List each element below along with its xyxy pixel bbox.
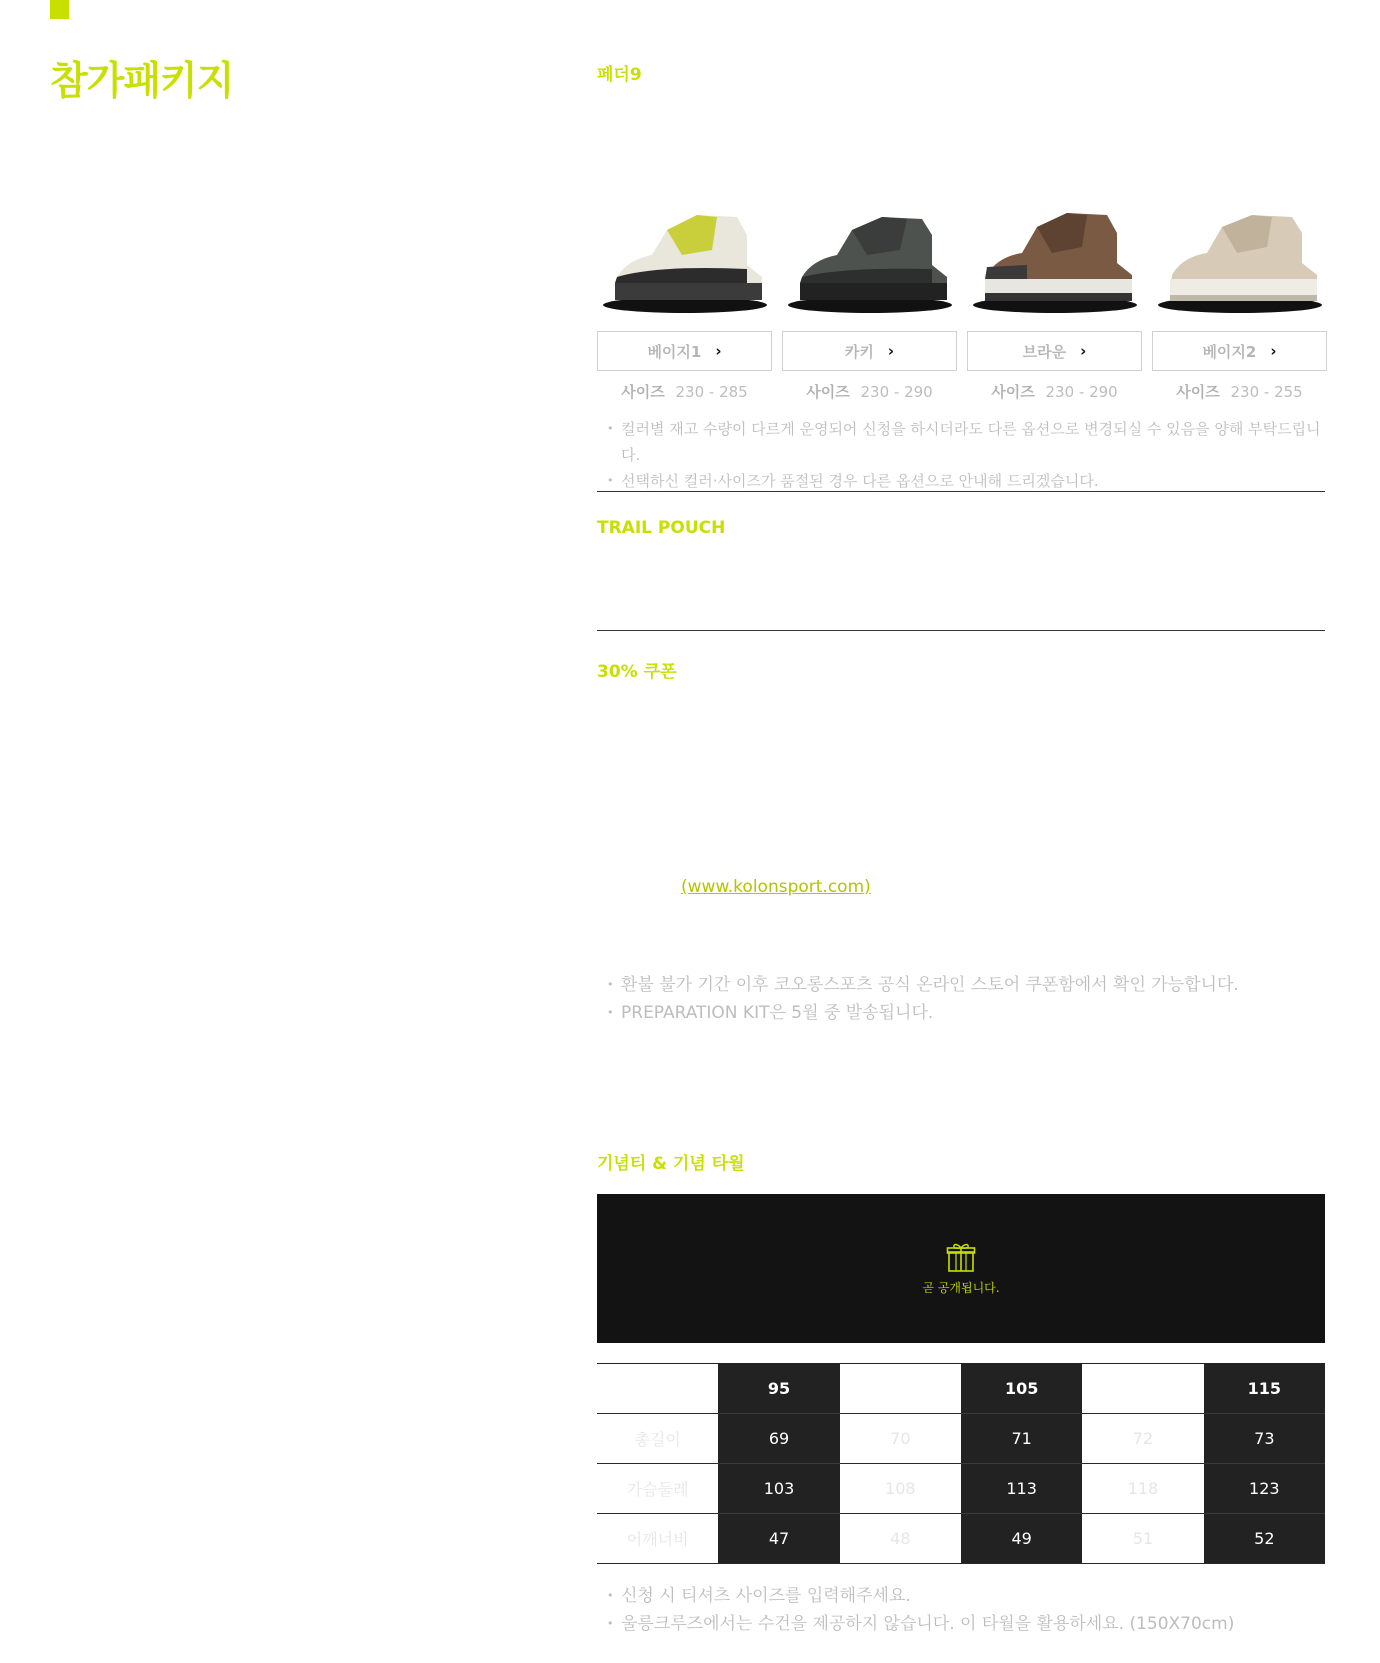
table-row [597, 1464, 1325, 1514]
table-header-cell [597, 1364, 718, 1414]
list-item: • PREPARATION KIT은 5월 중 발송됩니다. [607, 999, 1239, 1027]
table-cell: 72 [1082, 1414, 1203, 1464]
chevron-right-icon: › [887, 342, 895, 360]
tee-section-title: 기념티 & 기념 타월 [597, 1154, 745, 1174]
chevron-right-icon: › [1080, 342, 1087, 360]
size-range-beige1 [597, 381, 772, 402]
table-cell: 70 [840, 1414, 961, 1464]
color-option-beige1-button[interactable] [597, 331, 772, 371]
table-cell: 71 [961, 1414, 1082, 1464]
table-header-cell: 115 [1204, 1364, 1325, 1414]
color-option-label: 베이지1 [647, 342, 702, 361]
coupon-notes [607, 971, 1239, 1027]
list-item: • 선택하신 컬러·사이즈가 품절된 경우 다른 옵션으로 안내해 드리겠습니다. [607, 468, 1325, 494]
color-option-beige2-button[interactable] [1152, 331, 1327, 371]
size-range-khaki [782, 381, 957, 402]
size-label: 사이즈 [1176, 383, 1220, 401]
chevron-right-icon: › [715, 342, 722, 360]
table-cell: 47 [718, 1514, 839, 1564]
table-header-cell: 105 [961, 1364, 1082, 1414]
table-row [597, 1414, 1325, 1464]
table-cell: 108 [840, 1464, 961, 1514]
table-cell: 73 [1204, 1414, 1325, 1464]
shoe-image-khaki [782, 205, 957, 315]
list-item: • 컬러별 재고 수량이 다르게 운영되어 신청을 하시더라도 다른 옵션으로 변경되실 수 있음을 양해 부탁드립니다. [607, 416, 1325, 468]
section-divider [597, 630, 1325, 631]
color-option-label: 브라운 [1022, 342, 1067, 361]
table-cell: 52 [1204, 1514, 1325, 1564]
coupon-section-title: 30% 쿠폰 [597, 662, 677, 682]
list-item: • 신청 시 티셔츠 사이즈를 입력해주세요. [607, 1582, 1234, 1610]
table-cell: 113 [961, 1464, 1082, 1514]
table-header-row [597, 1364, 1325, 1414]
accent-bar [50, 0, 69, 19]
shoes-section-title: 페더9 [597, 65, 642, 85]
size-label: 사이즈 [621, 383, 665, 401]
hiking-boot-icon [597, 205, 772, 315]
shoe-card-beige2 [1152, 205, 1327, 402]
table-cell: 51 [1082, 1514, 1203, 1564]
size-range-value: 230 - 255 [1230, 383, 1303, 401]
tee-notes [607, 1582, 1234, 1638]
color-option-label: 카키 [844, 342, 874, 361]
shoe-grid [597, 205, 1325, 402]
size-range-value: 230 - 290 [860, 383, 933, 401]
table-row-label: 어깨너비 [597, 1514, 718, 1564]
hiking-boot-icon [1152, 205, 1327, 315]
chevron-right-icon: › [1270, 342, 1277, 360]
color-option-label: 베이지2 [1202, 342, 1257, 361]
shoe-card-brown [967, 205, 1142, 402]
page-title: 참가패키지 [50, 59, 234, 104]
coming-soon-teaser [597, 1194, 1325, 1343]
size-label: 사이즈 [991, 383, 1035, 401]
table-row [597, 1514, 1325, 1564]
shoe-image-brown [967, 205, 1142, 315]
table-header-cell [840, 1364, 961, 1414]
hiking-boot-icon [967, 205, 1142, 315]
shoe-notes [607, 416, 1325, 494]
size-range-value: 230 - 285 [675, 383, 748, 401]
table-cell: 69 [718, 1414, 839, 1464]
gift-icon [946, 1241, 976, 1273]
table-cell: 118 [1082, 1464, 1203, 1514]
kolonsport-link[interactable]: (www.kolonsport.com) [681, 877, 871, 897]
hiking-boot-icon [782, 205, 957, 315]
list-item: • 환불 불가 기간 이후 코오롱스포츠 공식 온라인 스토어 쿠폰함에서 확인 가능합니다. [607, 971, 1239, 999]
table-cell: 103 [718, 1464, 839, 1514]
coming-soon-text: 곧 공개됩니다. [922, 1281, 1000, 1295]
size-label: 사이즈 [806, 383, 850, 401]
shoe-image-beige1 [597, 205, 772, 315]
table-cell: 49 [961, 1514, 1082, 1564]
size-range-value: 230 - 290 [1045, 383, 1118, 401]
table-row-label: 가슴둘레 [597, 1464, 718, 1514]
shoe-card-khaki [782, 205, 957, 402]
pouch-section-title: TRAIL POUCH [597, 518, 726, 538]
color-option-khaki-button[interactable] [782, 331, 957, 371]
section-divider [597, 491, 1325, 492]
shoe-card-beige1 [597, 205, 772, 402]
table-header-cell [1082, 1364, 1203, 1414]
table-header-cell: 95 [718, 1364, 839, 1414]
table-cell: 48 [840, 1514, 961, 1564]
table-row-label: 총길이 [597, 1414, 718, 1464]
shoe-image-beige2 [1152, 205, 1327, 315]
size-range-brown [967, 381, 1142, 402]
list-item: • 울릉크루즈에서는 수건을 제공하지 않습니다. 이 타월을 활용하세요. (150X70cm) [607, 1610, 1234, 1638]
tee-size-table [597, 1363, 1325, 1564]
color-option-brown-button[interactable] [967, 331, 1142, 371]
table-cell: 123 [1204, 1464, 1325, 1514]
size-range-beige2 [1152, 381, 1327, 402]
